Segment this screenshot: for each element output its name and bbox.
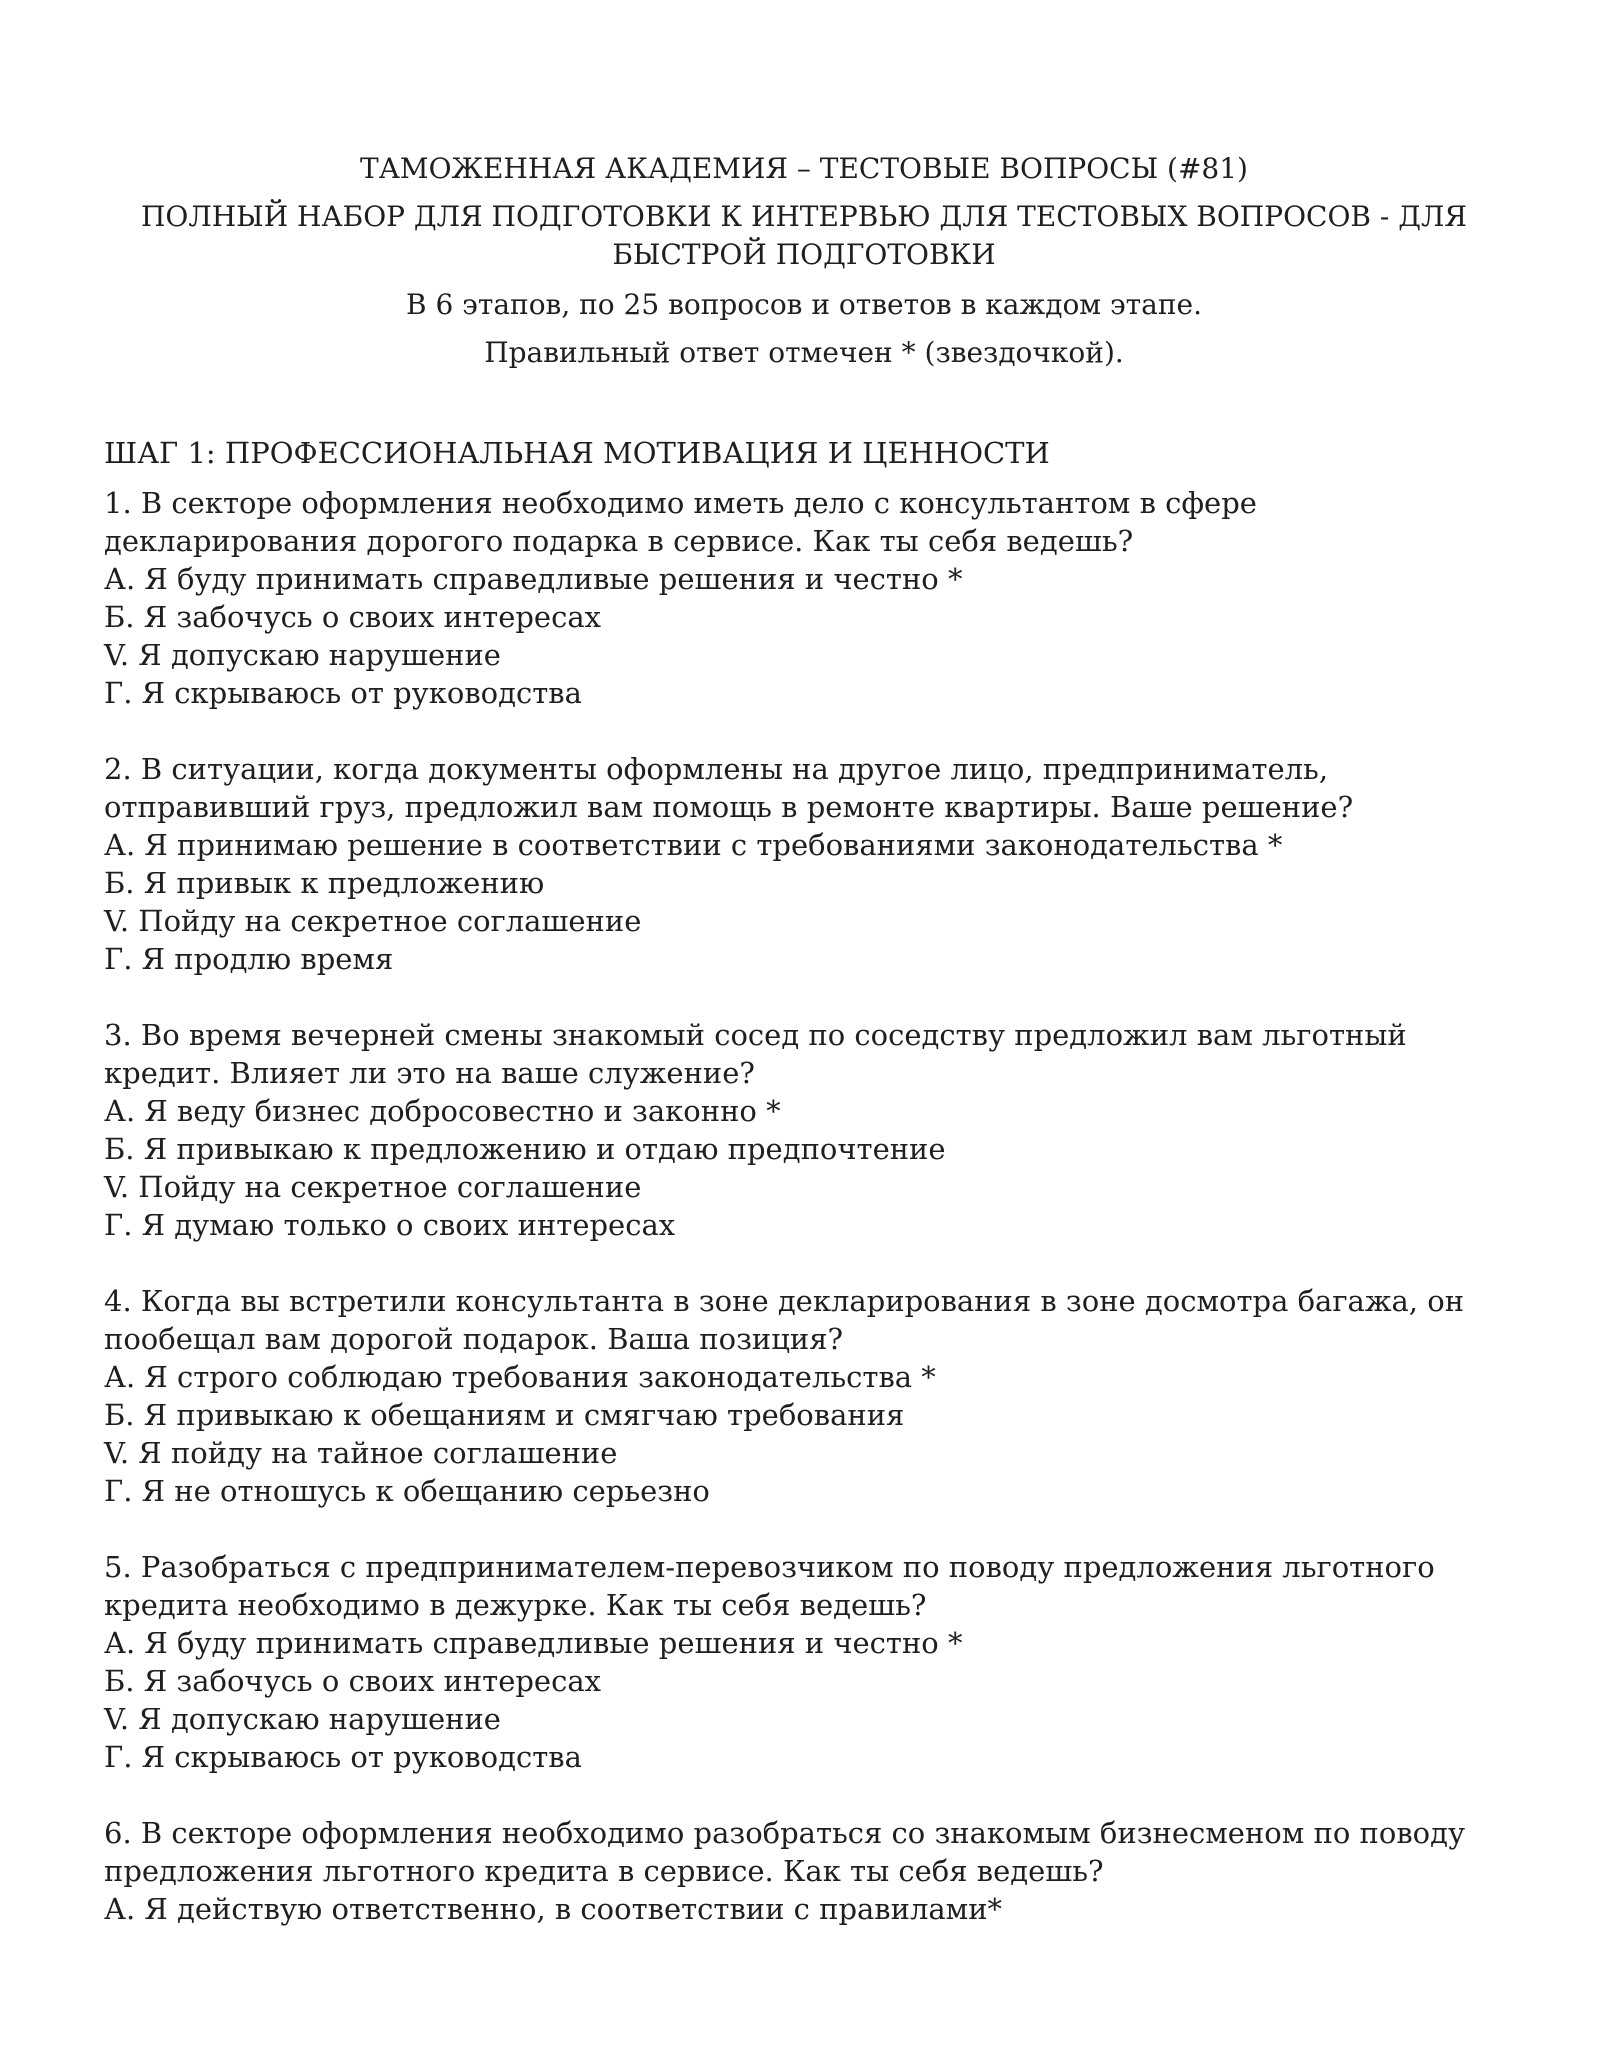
- question-text: 4. Когда вы встретили консультанта в зоне декларирования в зоне досмотра багажа, он пообещал вам дорогой подарок. Ваша позиция?: [104, 1284, 1465, 1356]
- question-text: 6. В секторе оформления необходимо разобраться со знакомым бизнесменом по поводу предложения льготного кредита в сервисе. Как ты себя ведешь?: [104, 1816, 1466, 1888]
- document-subtitle: ПОЛНЫЙ НАБОР ДЛЯ ПОДГОТОВКИ К ИНТЕРВЬЮ ДЛЯ ТЕСТОВЫХ ВОПРОСОВ - ДЛЯ БЫСТРОЙ ПОДГОТОВКИ: [141, 200, 1467, 271]
- answer-option: Б. Я привыкаю к обещаниям и смягчаю требования: [104, 1398, 905, 1432]
- answer-option: Г. Я думаю только о своих интересах: [104, 1208, 676, 1242]
- answer-option: А. Я действую ответственно, в соответствии с правилами*: [104, 1892, 1003, 1926]
- answer-option: Г. Я продлю время: [104, 942, 394, 976]
- answer-option: Г. Я не отношусь к обещанию серьезно: [104, 1474, 710, 1508]
- question-block: [104, 1548, 1504, 1776]
- section-title: ШАГ 1: ПРОФЕССИОНАЛЬНАЯ МОТИВАЦИЯ И ЦЕННОСТИ: [104, 436, 1050, 470]
- answer-note: Правильный ответ отмечен * (звездочкой).: [484, 336, 1124, 369]
- answer-option: А. Я буду принимать справедливые решения и честно *: [104, 562, 963, 596]
- answer-option: V. Я пойду на тайное соглашение: [104, 1436, 618, 1470]
- answer-option: Б. Я забочусь о своих интересах: [104, 600, 601, 634]
- document-info: В 6 этапов, по 25 вопросов и ответов в каждом этапе.: [405, 288, 1202, 321]
- answer-option: V. Пойду на секретное соглашение: [104, 1170, 642, 1204]
- question-block: [104, 1016, 1504, 1244]
- answer-option: Г. Я скрываюсь от руководства: [104, 676, 582, 710]
- answer-option: V. Я допускаю нарушение: [104, 1702, 501, 1736]
- question-block: [104, 1814, 1504, 1928]
- question-block: [104, 484, 1504, 712]
- answer-option: А. Я строго соблюдаю требования законодательства *: [104, 1360, 936, 1394]
- document-header: [104, 150, 1504, 372]
- question-text: 1. В секторе оформления необходимо иметь дело с консультантом в сфере декларирования дорогого подарка в сервисе. Как ты себя ведешь?: [104, 486, 1257, 558]
- answer-option: Б. Я привык к предложению: [104, 866, 545, 900]
- answer-option: Б. Я забочусь о своих интересах: [104, 1664, 601, 1698]
- question-list: [104, 484, 1504, 1928]
- question-text: 2. В ситуации, когда документы оформлены на другое лицо, предприниматель, отправивший груз, предложил вам помощь в ремонте квартиры. Ваше решение?: [104, 752, 1354, 824]
- question-text: 3. Во время вечерней смены знакомый сосед по соседству предложил вам льготный кредит. Влияет ли это на ваше служение?: [104, 1018, 1407, 1090]
- answer-option: А. Я принимаю решение в соответствии с требованиями законодательства *: [104, 828, 1283, 862]
- answer-option: Г. Я скрываюсь от руководства: [104, 1740, 582, 1774]
- answer-option: V. Пойду на секретное соглашение: [104, 904, 642, 938]
- answer-option: V. Я допускаю нарушение: [104, 638, 501, 672]
- answer-option: Б. Я привыкаю к предложению и отдаю предпочтение: [104, 1132, 946, 1166]
- question-block: [104, 750, 1504, 978]
- answer-option: А. Я веду бизнес добросовестно и законно *: [104, 1094, 781, 1128]
- document-title: ТАМОЖЕННАЯ АКАДЕМИЯ – ТЕСТОВЫЕ ВОПРОСЫ (#81): [360, 152, 1248, 185]
- answer-option: А. Я буду принимать справедливые решения и честно *: [104, 1626, 963, 1660]
- question-block: [104, 1282, 1504, 1510]
- question-text: 5. Разобраться с предпринимателем-перевозчиком по поводу предложения льготного кредита необходимо в дежурке. Как ты себя ведешь?: [104, 1550, 1435, 1622]
